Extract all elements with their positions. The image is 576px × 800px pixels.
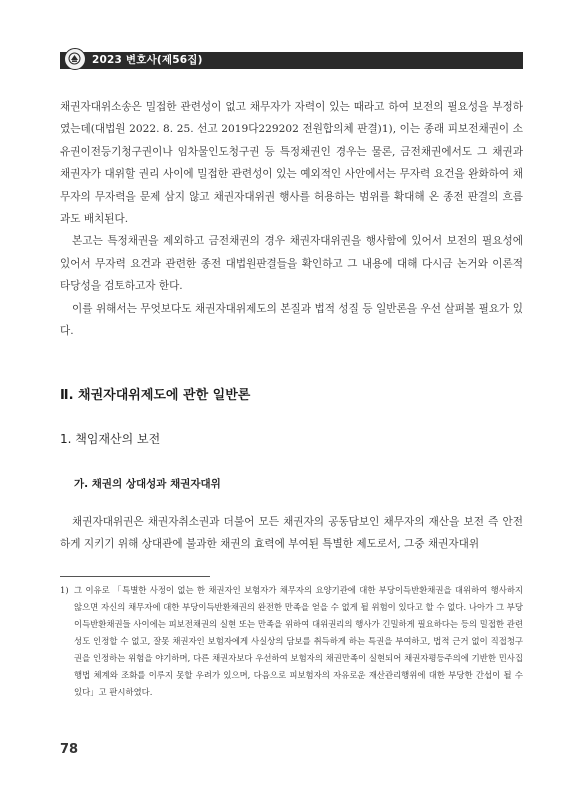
emblem-seal-icon: [64, 48, 86, 70]
header-title: 2023 변호사(제56집): [92, 54, 203, 66]
subsubsection-heading: 가. 채권의 상대성과 채권자대위: [74, 478, 221, 490]
paragraph: 본고는 특정채권을 제외하고 금전채권의 경우 채권자대위권을 행사함에 있어서 보전의 필요성에 있어서 무자력 요건과 관련한 종전 대법원판결들을 확인하고 그 내용에 대해 다시금 논거와 이론적 타당성을 검토하고자 한다.: [60, 235, 523, 293]
footnote-number: 1): [60, 585, 69, 595]
footnote: [60, 582, 523, 701]
running-header: [60, 46, 523, 74]
section-heading: Ⅱ. 채권자대위제도에 관한 일반론: [60, 388, 251, 403]
paragraph: 이를 위해서는 무엇보다도 채권자대위제도의 본질과 법적 성질 등 일반론을 우선 살펴볼 필요가 있다.: [60, 302, 523, 338]
page-number: 78: [60, 742, 79, 757]
footnote-divider: [60, 576, 210, 577]
subsection-heading: 1. 책임재산의 보전: [60, 432, 161, 446]
paragraph: 채권자대위소송은 밀접한 관련성이 없고 채무자가 자력이 있는 때라고 하여 보전의 필요성을 부정하였는데(대법원 2022. 8. 25. 선고 2019다229202 전원합의체 판결)1), 이는 종래 피보전채권이 소유권이전등기청구권이나 임차물인도청구권 등 특정채권인 경우는 물론, 금전채권에서도 그 채권과 채권자가 대위할 권리 사이에 밀접한 관련성이 있는 예외적인 사안에서는 무자력 요건을 완화하여 채무자의 무자력을 문제 삼지 않고 채권자대위권 행사를 허용하는 범위를 확대해 온 종전 판결의 흐름과도 배치된다.: [60, 101, 523, 226]
section-paragraph: 채권자대위권은 채권자취소권과 더불어 모든 채권자의 공동담보인 채무자의 재산을 보전 즉 안전하게 지키기 위해 상대관에 불과한 채권의 효력에 부여된 특별한 제도로서, 그중 채권자대위: [60, 516, 523, 551]
body-text: [60, 96, 523, 342]
footnote-text: 그 이유로 「특별한 사정이 없는 한 채권자인 보험자가 채무자의 요양기관에 대한 부당이득반환채권을 대위하여 행사하지 않으면 자신의 채무자에 대한 부당이득반환채권의 완전한 만족을 얻을 수 없게 될 위험이 있다고 할 수 없다. 나아가 그 부당이득반환채권들 사이에는 피보전채권의 실현 또는 만족을 위하여 대위권리의 행사가 긴밀하게 필요하다는 등의 밀접한 관련성도 인정할 수 없고, 잘못 채권자인 보험자에게 사실상의 담보를 취득하게 하는 특권을 부여하고, 법적 근거 없이 직접청구권을 인정하는 위험을 야기하며, 다른 채권자보다 우선하여 보험자의 채권만족이 실현되어 채권자평등주의에 기반한 민사집행법 체계와 조화를 이루지 못할 우려가 있으며, 다음으로 피보험자의 자유로운 재산관리행위에 대한 부당한 간섭이 될 수 있다」고 판시하였다.: [74, 585, 523, 697]
